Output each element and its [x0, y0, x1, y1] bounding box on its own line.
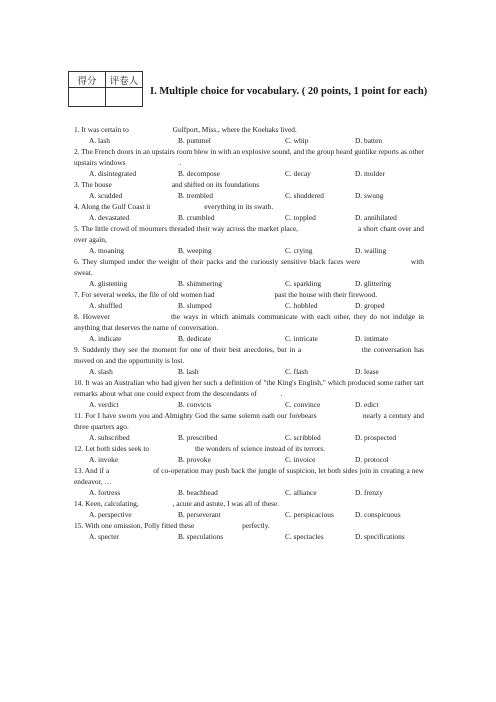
question-item — [74, 146, 424, 179]
option-d: D. swung — [355, 191, 384, 200]
question-stem — [74, 311, 424, 333]
option-c: C. intricate — [285, 334, 318, 343]
stem-text-after: the ways in which animals communicate with each other, they do not indulge in anything that deserves the name of conversation. — [74, 312, 424, 332]
section-title: I. Multiple choice for vocabulary. ( 20 points, 1 point for each) — [150, 86, 428, 97]
question-stem — [74, 520, 424, 531]
question-item — [74, 344, 424, 377]
option-b: B. lash — [178, 367, 199, 376]
option-d: D. conspicuous — [355, 510, 401, 519]
option-b: B. pummel — [178, 136, 211, 145]
question-item — [74, 520, 424, 542]
option-row — [74, 509, 424, 520]
question-item — [74, 124, 424, 146]
stem-text-after: of co-operation may push back the jungle of suspicion, let both sides join in creating a new endeavor, … — [74, 466, 425, 486]
option-c: C. whip — [285, 136, 309, 145]
stem-text-before: 3. The house — [74, 180, 114, 189]
option-b: B. slumped — [178, 301, 212, 310]
option-d: D. frenzy — [355, 488, 383, 497]
stem-text-before: 2. The French doors in an upstairs room blew in with an explosive sound, and the group heard gunlike reports as other upstairs windows — [74, 147, 424, 167]
stem-text-before: 15. With one omission, Polly fitted these — [74, 521, 197, 530]
option-a: A. indicate — [89, 334, 122, 343]
option-b: B. weeping — [178, 246, 212, 255]
stem-text-before: 1. It was certain to — [74, 125, 131, 134]
option-d: D. molder — [355, 169, 385, 178]
option-row — [74, 135, 424, 146]
option-a: A. lash — [89, 136, 110, 145]
option-d: D. batten — [355, 136, 383, 145]
option-a: A. glistening — [89, 279, 128, 288]
option-b: B. provoke — [178, 455, 211, 464]
stem-text-after: Gulfport, Miss., where the Koehaks lived. — [172, 125, 297, 134]
option-a: A. devastated — [89, 213, 130, 222]
option-d: D. glittering — [355, 279, 392, 288]
option-d: D. lease — [355, 367, 379, 376]
stem-text-after: past the house with their firewood. — [274, 290, 378, 299]
option-row — [74, 454, 424, 465]
option-c: C. sparkling — [285, 279, 322, 288]
question-stem — [74, 256, 424, 278]
stem-text-after: nearly a century and three quarters ago. — [74, 411, 425, 431]
option-d: D. wailing — [355, 246, 387, 255]
question-item — [74, 377, 424, 410]
option-d: D. prospected — [355, 433, 397, 442]
option-d: D. specifications — [355, 532, 405, 541]
stem-text-after: with sweat. — [74, 257, 424, 277]
option-row — [74, 432, 424, 443]
question-item — [74, 179, 424, 201]
option-row — [74, 168, 424, 179]
question-stem — [74, 498, 424, 509]
question-stem — [74, 410, 424, 432]
stem-text-after: and shifted on its foundations — [171, 180, 260, 189]
stem-text-before: 9. Suddenly they see the moment for one of their best anecdotes, but in a — [74, 345, 304, 354]
option-b: B. decompose — [178, 169, 220, 178]
question-item — [74, 410, 424, 443]
stem-text-after: a short chant over and over again, — [74, 224, 424, 244]
option-a: A. fortress — [89, 488, 121, 497]
question-item — [74, 498, 424, 520]
grader-cell — [106, 88, 143, 107]
stem-text-before: 13. And if a — [74, 466, 112, 475]
option-b: B. beachhead — [178, 488, 218, 497]
option-a: A. subscribed — [89, 433, 130, 442]
option-row — [74, 333, 424, 344]
stem-text-before: 11. For I have sworn you and Almighty God the same solemn oath our forebears — [74, 411, 319, 420]
option-d: D. groped — [355, 301, 385, 310]
score-cell — [69, 88, 106, 107]
option-c: C. perspicacious — [285, 510, 334, 519]
question-stem — [74, 465, 424, 487]
option-b: B. dedicate — [178, 334, 212, 343]
option-c: C. alliance — [285, 488, 317, 497]
question-stem — [74, 201, 424, 212]
score-label: 得分 — [69, 72, 106, 88]
option-c: C. convince — [285, 400, 321, 409]
question-stem — [74, 289, 424, 300]
score-table — [68, 71, 143, 107]
option-b: B. shimmering — [178, 279, 222, 288]
option-c: C. shuddered — [285, 191, 324, 200]
option-b: B. crumbled — [178, 213, 215, 222]
option-row — [74, 245, 424, 256]
question-list — [74, 124, 424, 542]
question-stem — [74, 179, 424, 190]
option-row — [74, 487, 424, 498]
question-item — [74, 311, 424, 344]
option-d: D. edict — [355, 400, 379, 409]
question-stem — [74, 443, 424, 454]
option-a: A. disintegrated — [89, 169, 137, 178]
question-item — [74, 443, 424, 465]
question-item — [74, 256, 424, 289]
stem-text-after: the conversation has moved on and the opportunity is lost. — [74, 345, 424, 365]
option-b: B. convicts — [178, 400, 212, 409]
stem-text-after: the wonders of science instead of its terrors. — [194, 444, 326, 453]
option-c: C. crying — [285, 246, 313, 255]
option-b: B. trembled — [178, 191, 213, 200]
option-row — [74, 190, 424, 201]
option-row — [74, 531, 424, 542]
stem-text-after: . — [280, 389, 283, 398]
option-a: A. verdict — [89, 400, 119, 409]
option-row — [74, 212, 424, 223]
option-b: B. perseverant — [178, 510, 221, 519]
option-b: B. speculations — [178, 532, 224, 541]
option-c: C. hobbled — [285, 301, 318, 310]
stem-text-after: . — [179, 158, 182, 167]
option-a: A. scudded — [89, 191, 123, 200]
option-a: A. shuffled — [89, 301, 123, 310]
question-stem — [74, 377, 424, 399]
stem-text-after: everything in its swath. — [204, 202, 274, 211]
stem-text-before: 5. The little crowd of mourners threaded their way across the market place, — [74, 224, 301, 233]
option-a: A. perspective — [89, 510, 132, 519]
question-item — [74, 201, 424, 223]
stem-text-before: 4. Along the Gulf Coast it — [74, 202, 153, 211]
question-item — [74, 223, 424, 256]
option-row — [74, 300, 424, 311]
option-c: C. decay — [285, 169, 311, 178]
stem-text-before: 10. It was an Australian who had given her such a definition of "the King's English," which produced some rather tart remarks about what one could expect from the descendants of — [74, 378, 424, 398]
option-c: C. invoice — [285, 455, 316, 464]
stem-text-after: perfectly. — [242, 521, 270, 530]
option-a: A. specter — [89, 532, 119, 541]
question-stem — [74, 124, 424, 135]
option-b: B. prescribed — [178, 433, 218, 442]
stem-text-before: 7. For several weeks, the file of old women had — [74, 290, 217, 299]
stem-text-before: 14. Keen, calculating, — [74, 499, 141, 508]
question-stem — [74, 146, 424, 168]
question-item — [74, 465, 424, 498]
question-stem — [74, 344, 424, 366]
option-row — [74, 278, 424, 289]
option-d: D. intimate — [355, 334, 389, 343]
option-a: A. moaning — [89, 246, 124, 255]
grader-label: 评卷人 — [106, 72, 143, 88]
stem-text-before: 8. However — [74, 312, 113, 321]
stem-text-before: 6. They slumped under the weight of their packs and the curiously sensitive black faces were — [74, 257, 363, 266]
stem-text-after: , acute and astute, I was all of these. — [172, 499, 280, 508]
option-row — [74, 366, 424, 377]
option-c: C. toppled — [285, 213, 316, 222]
option-d: D. annihilated — [355, 213, 397, 222]
option-c: C. scribbled — [285, 433, 321, 442]
option-a: A. invoke — [89, 455, 119, 464]
question-item — [74, 289, 424, 311]
question-stem — [74, 223, 424, 245]
option-a: A. slash — [89, 367, 113, 376]
stem-text-before: 12. Let both sides seek to — [74, 444, 151, 453]
option-d: D. protocol — [355, 455, 389, 464]
option-c: C. spectacles — [285, 532, 324, 541]
option-c: C. flash — [285, 367, 308, 376]
option-row — [74, 399, 424, 410]
